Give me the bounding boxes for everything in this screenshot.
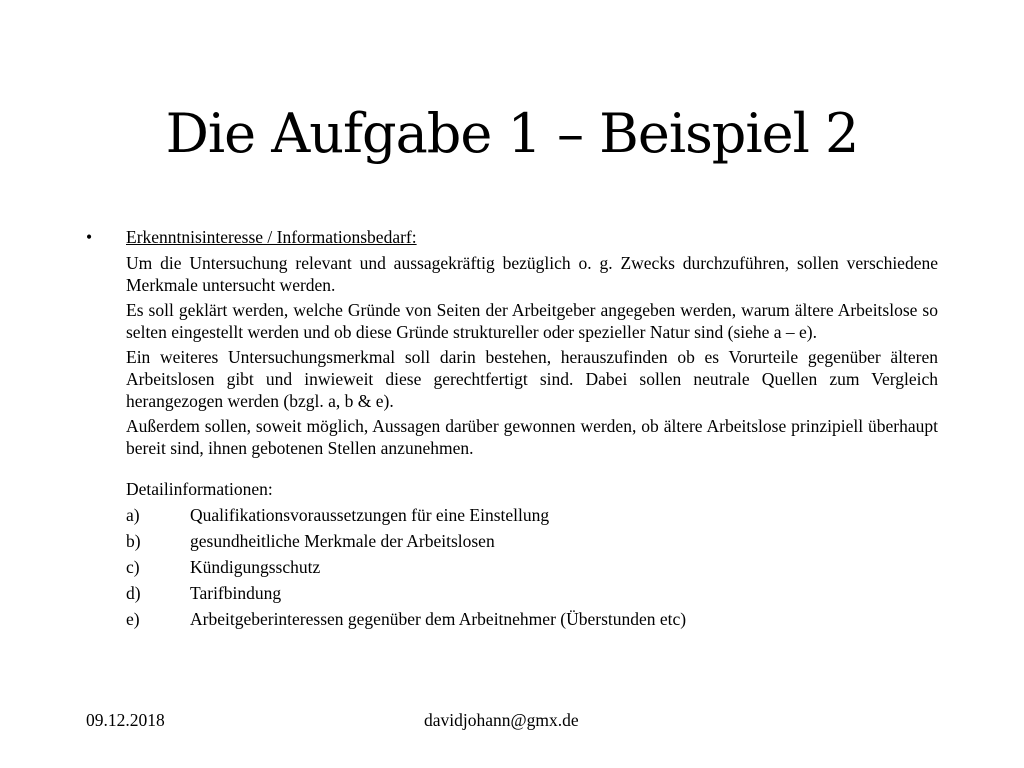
list-item <box>126 556 938 582</box>
list-item-letter: c) <box>126 557 140 577</box>
bullet-item <box>86 226 938 248</box>
detail-heading: Detailinformationen: <box>126 479 273 499</box>
list-item-text: gesundheitliche Merkmale der Arbeitslosen <box>190 531 495 551</box>
footer-date: 09.12.2018 <box>86 710 165 730</box>
list-item <box>126 582 938 608</box>
bullet-icon: • <box>86 227 93 247</box>
detail-list <box>126 504 938 634</box>
footer-email: davidjohann@gmx.de <box>424 710 579 730</box>
list-item-letter: a) <box>126 505 140 525</box>
list-item-letter: d) <box>126 583 141 603</box>
list-item <box>126 530 938 556</box>
list-item-letter: e) <box>126 609 140 629</box>
list-item-text: Qualifikationsvoraussetzungen für eine Einstellung <box>190 505 550 525</box>
slide-content <box>86 226 938 634</box>
bullet-body <box>126 252 938 634</box>
paragraph: Außerdem sollen, soweit möglich, Aussagen darüber gewonnen werden, ob ältere Arbeitslose prinzipiell überhaupt bereit sind, ihnen gebotenen Stellen anzunehmen. <box>126 416 938 458</box>
list-item <box>126 504 938 530</box>
list-item-letter: b) <box>126 531 141 551</box>
list-item-text: Arbeitgeberinteressen gegenüber dem Arbeitnehmer (Überstunden etc) <box>190 609 687 629</box>
paragraph: Es soll geklärt werden, welche Gründe von Seiten der Arbeitgeber angegeben werden, warum ältere Arbeitslose so selten eingestellt werden und ob diese Gründe struktureller oder spezieller Natur sind (siehe a – e). <box>126 300 938 342</box>
list-item <box>126 608 938 634</box>
list-item-text: Kündigungsschutz <box>190 557 321 577</box>
list-item-text: Tarifbindung <box>190 583 282 603</box>
section-heading: Erkenntnisinteresse / Informationsbedarf: <box>126 227 417 247</box>
paragraph: Um die Untersuchung relevant und aussagekräftig bezüglich o. g. Zwecks durchzuführen, sollen verschiedene Merkmale untersucht werden. <box>126 253 938 295</box>
paragraph: Ein weiteres Untersuchungsmerkmal soll darin bestehen, herauszufinden ob es Vorurteile gegenüber älteren Arbeitslosen gibt und inwieweit diese gerechtfertigt sind. Dabei sollen neutrale Quellen zum Vergleich herangezogen werden (bzgl. a, b & e). <box>126 347 938 411</box>
slide-title: Die Aufgabe 1 – Beispiel 2 <box>165 102 859 165</box>
